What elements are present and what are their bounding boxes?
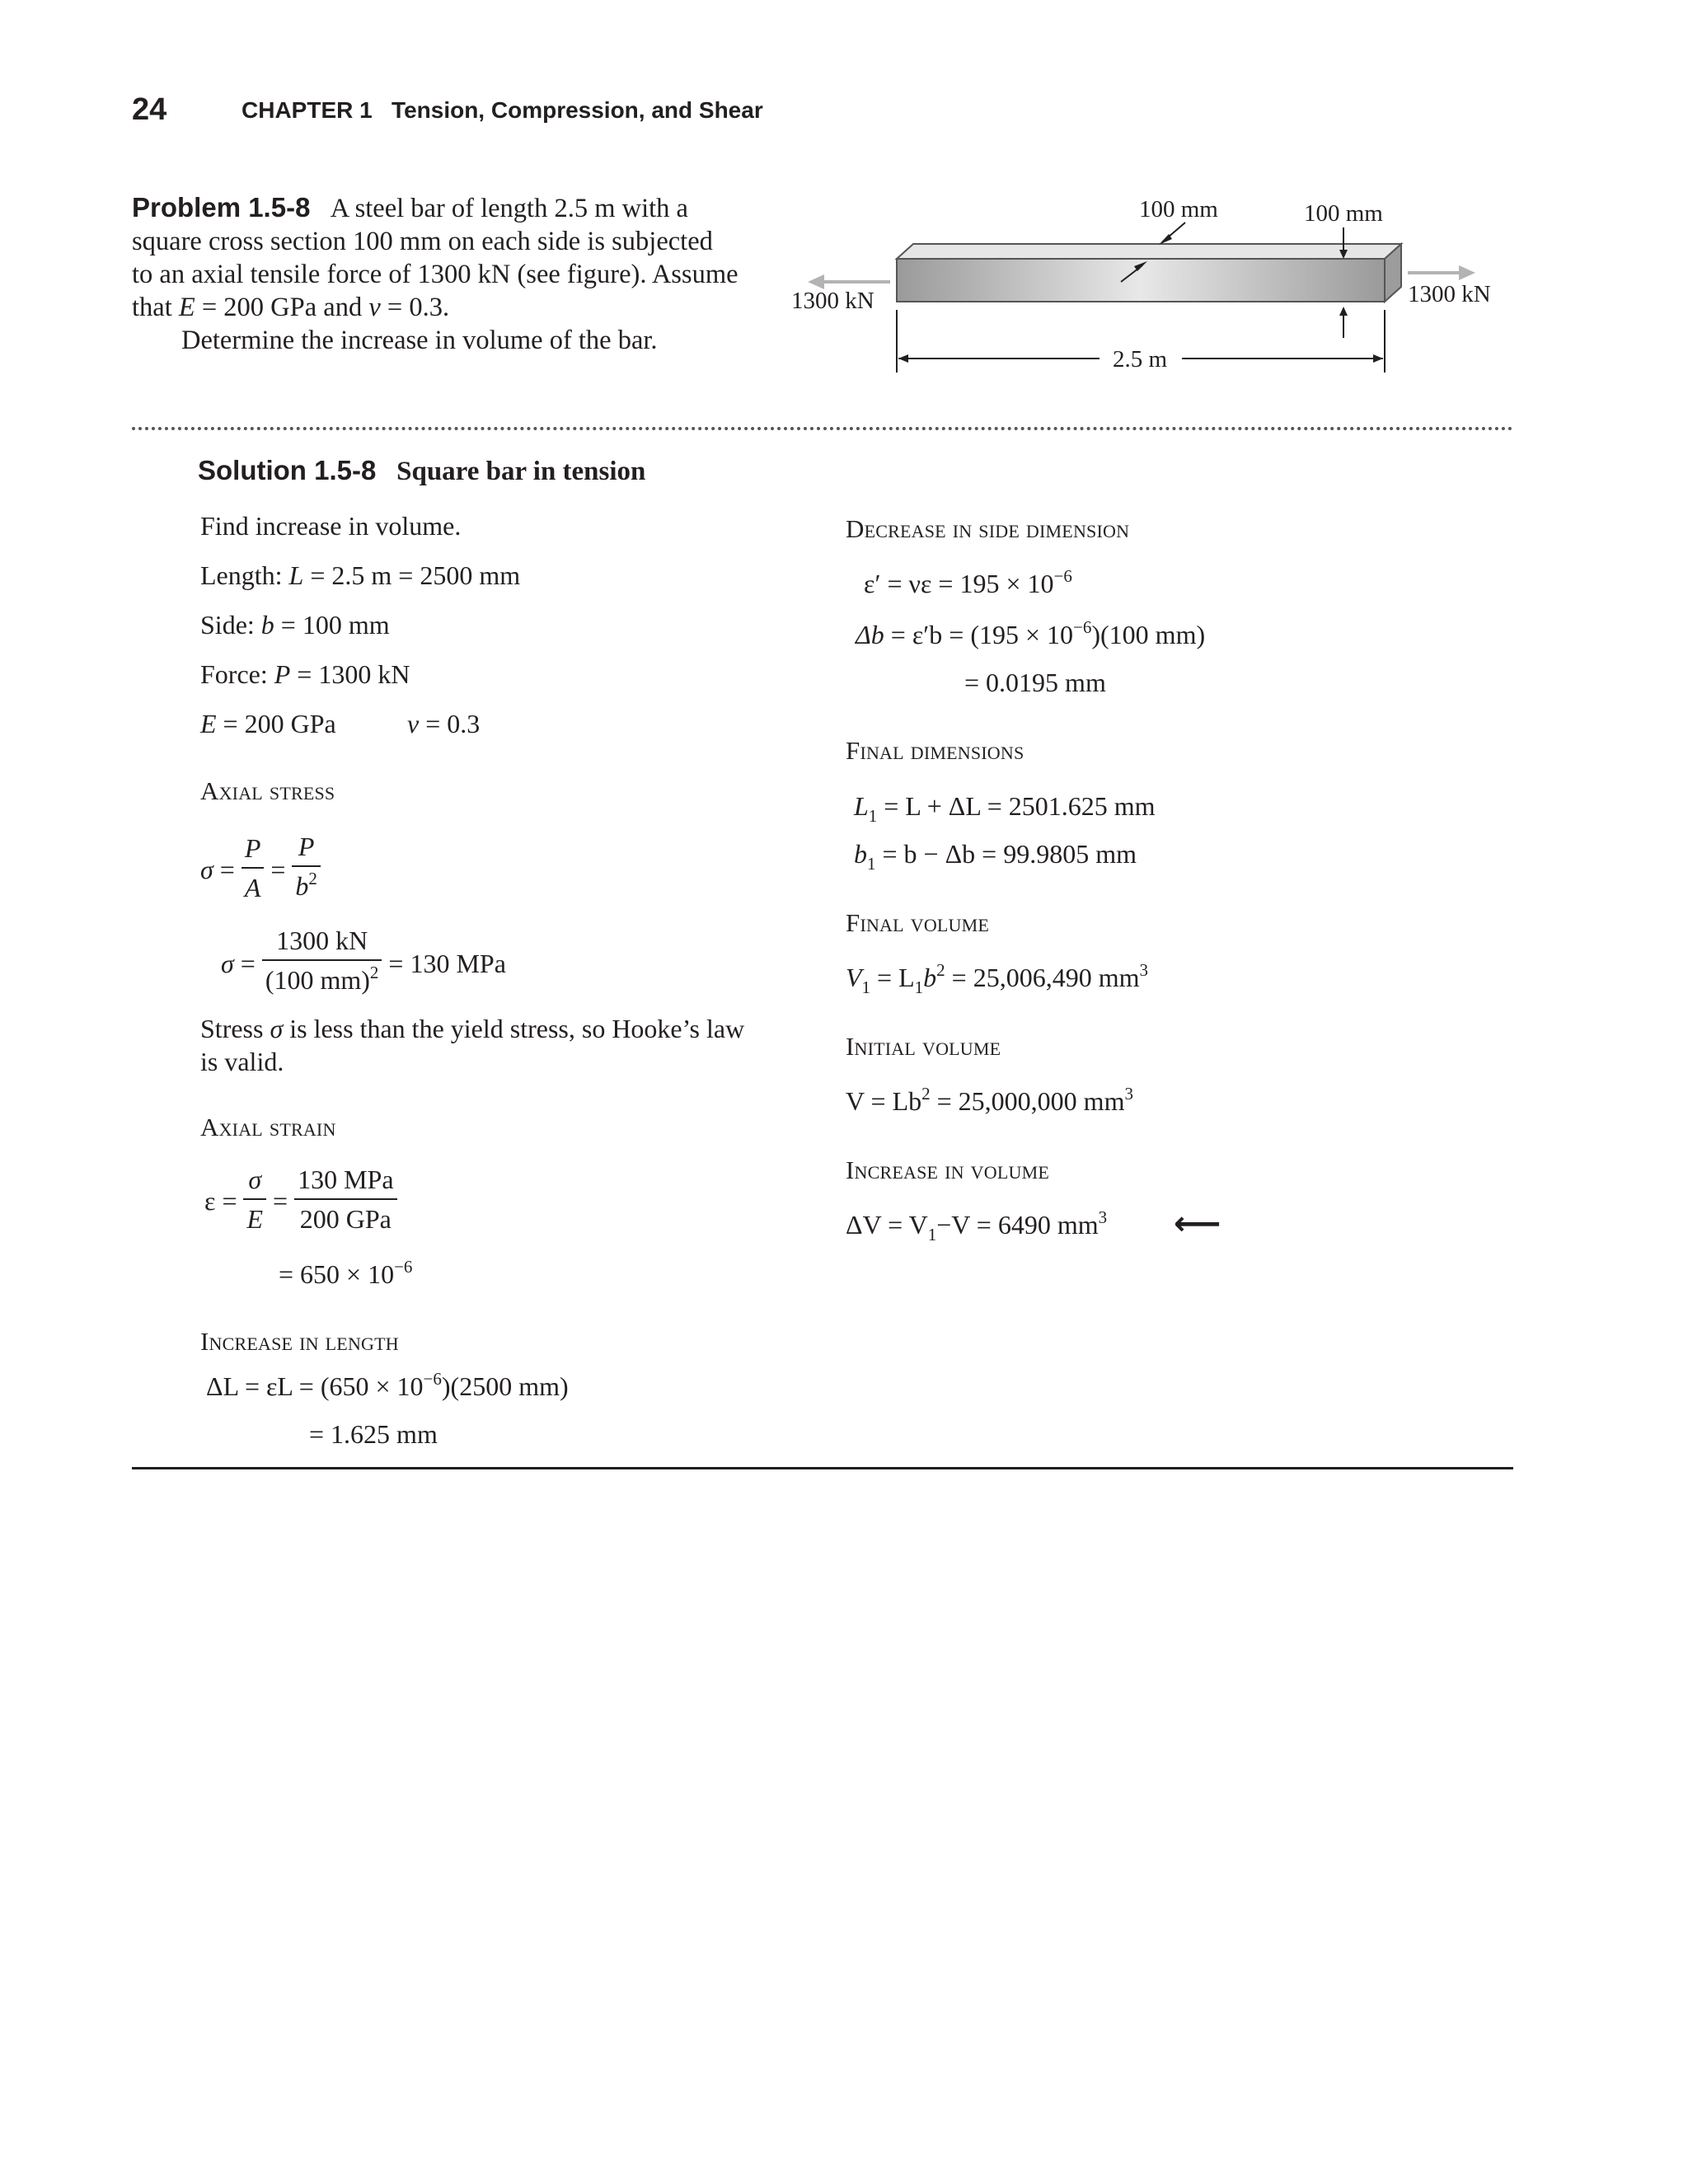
axial-strain-heading: Axial strain [200, 1113, 336, 1141]
left-force-label: 1300 kN [791, 288, 874, 314]
problem-line-4: that E = 200 GPa and ν = 0.3. [132, 293, 450, 322]
stress-formula: σ = $\frac{P}{A}$ = $\frac{P}{b^2}$ [200, 829, 321, 910]
length-dimension-label: 2.5 m [1113, 346, 1168, 373]
page-number: 24 [132, 92, 167, 127]
problem-question: Determine the increase in volume of the bar. [181, 326, 658, 355]
final-side: $b_1 = b - \Delta b = 99.9805$ mm [854, 839, 1137, 874]
increase-length-heading: Increase in length [200, 1327, 399, 1356]
problem-line-3: to an axial tensile force of 1300 kN (see figure). Assume [132, 260, 738, 289]
width-dimension-label: 100 mm [1139, 196, 1218, 223]
given-poisson: ν = 0.3 [407, 709, 481, 738]
initial-volume-heading: Initial volume [846, 1032, 1001, 1061]
final-volume-heading: Final volume [846, 908, 990, 937]
right-force-label: 1300 kN [1408, 281, 1491, 307]
side-change-result: = 0.0195 mm [964, 668, 1106, 697]
problem-label: Problem 1.5-8 [132, 192, 311, 223]
hooke-note: Stress σ is less than the yield stress, so Hooke’s law is valid. [200, 1014, 745, 1076]
bottom-rule [132, 1467, 1513, 1469]
section-divider [132, 427, 1513, 430]
final-volume: $V_1 = L_1b^2 = 25,006,490$ $mm^3$ [846, 960, 1148, 997]
bar-top-face [897, 244, 1401, 259]
given-force: Force: P = 1300 kN [200, 659, 410, 689]
length-change-result: = 1.625 mm [309, 1419, 438, 1449]
strain-result: = $650 \times 10^{-6}$ [279, 1257, 413, 1289]
axial-stress-heading: Axial stress [200, 776, 335, 805]
length-change-calculation: $\Delta L = \varepsilon L = (650 \times 10^{-6})(2500$ mm) [206, 1369, 569, 1401]
final-dimensions-heading: Final dimensions [846, 736, 1025, 765]
right-force-arrow [1408, 265, 1475, 280]
given-side: Side: b = 100 mm [200, 610, 390, 640]
problem-line-2: square cross section 100 mm on each side is subjected [132, 227, 713, 256]
initial-volume: $V = Lb^2 = 25,000,000$ $mm^3$ [846, 1084, 1133, 1116]
solution-title: Square bar in tension [396, 457, 646, 486]
final-length: $L_1 = L + \Delta L = 2501.625$ mm [854, 791, 1156, 826]
solution-label: Solution 1.5-8 [198, 455, 377, 485]
given-length: Length: L = 2.5 m = 2500 mm [200, 560, 521, 590]
volume-change-result: $\Delta V = V_1-V = 6490$ $mm^3$ [846, 1207, 1108, 1244]
solution-heading [198, 455, 645, 487]
chapter-title: Tension, Compression, and Shear [392, 97, 763, 123]
strain-formula: ε = $\frac{\sigma}{E}$ = $\frac{\text{130 MPa}}{\text{200 GPa}}$ [204, 1162, 397, 1240]
chapter-label: CHAPTER 1 [241, 97, 373, 123]
answer-arrow-icon: ⟵ [1174, 1205, 1221, 1243]
problem-line-1: A steel bar of length 2.5 m with a [330, 194, 688, 223]
decrease-side-heading: Decrease in side dimension [846, 514, 1130, 543]
lateral-strain: $\varepsilon' = \nu\varepsilon = 195 \times 10^{-6}$ [864, 566, 1072, 598]
stress-calculation: σ = $\frac{1300 kN}{(100 mm)^2}$ = 130 MPa [221, 923, 506, 1004]
increase-volume-heading: Increase in volume [846, 1155, 1049, 1184]
find-statement: Find increase in volume. [200, 511, 462, 541]
bar-figure [775, 190, 1517, 379]
problem-statement [132, 191, 775, 357]
side-change-calculation: $\Delta b = \varepsilon'b = (195 \times 10^{-6})(100$ mm) [856, 617, 1206, 649]
given-modulus: E = 200 GPa [200, 709, 336, 738]
chapter-header [241, 97, 763, 124]
height-dimension-label: 100 mm [1304, 200, 1383, 227]
